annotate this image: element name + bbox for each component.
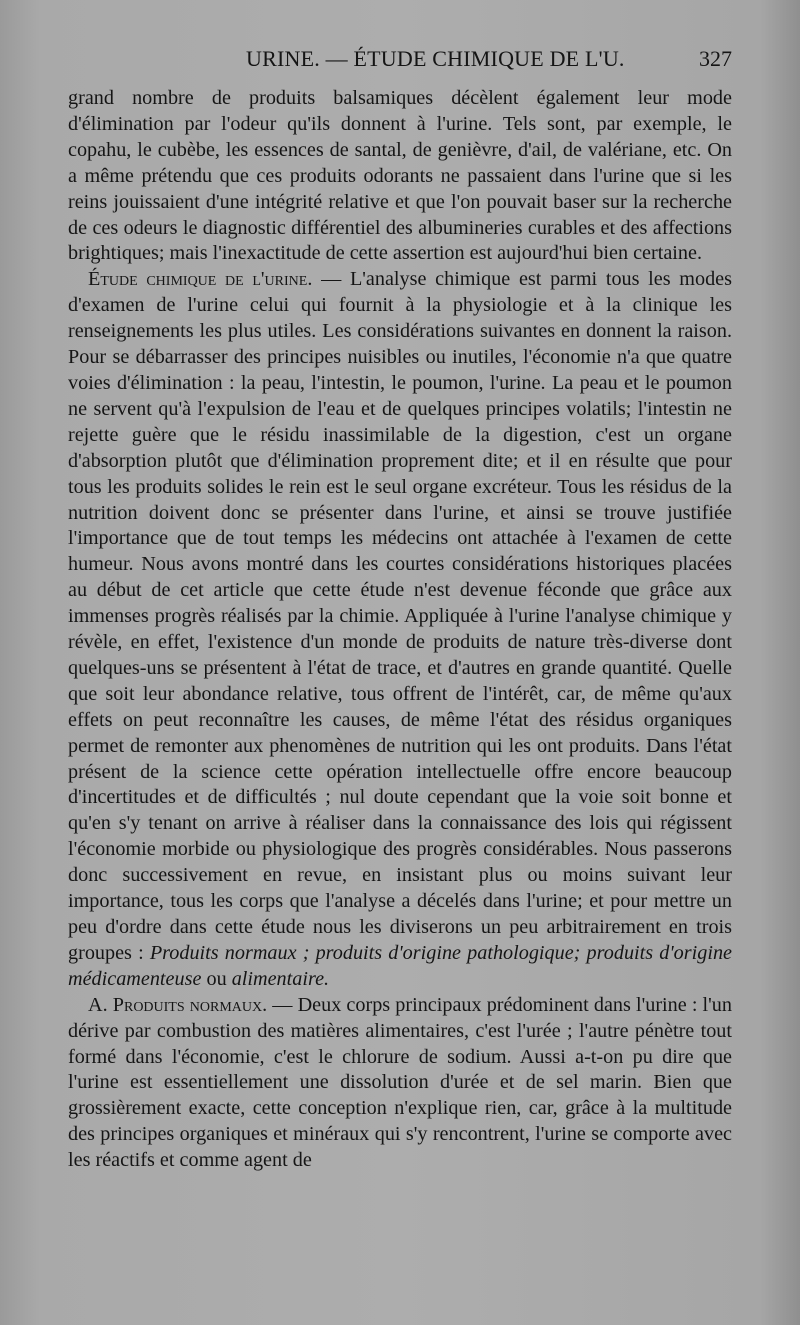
connector-text: ou [201,967,232,990]
paragraph-text: grand nombre de produits balsamiques décèlent également leur mode d'élimination par l'odeur qu'ils donnent à l'urine. Tels sont, par exemple, le copahu, le cubèbe, les essences de santal, de genièvre, d'ail, de valériane, etc. On a même prétendu que ces produits odorants ne passaient dans l'urine que si les reins jouissaient d'une intégrité relative et que l'on pouvait baser sur la recherche de ces odeurs le diagnostic différentiel des albumineries curables et des affections brightiques; mais l'inexactitude de cette assertion est aujourd'hui bien certaine. [68,87,732,265]
page-number: 327 [699,46,732,71]
running-title: URINE. — ÉTUDE CHIMIQUE DE L'U. [246,46,625,71]
section-heading: Produits normaux. [112,993,268,1016]
paragraph-text: — Deux corps principaux prédominent dans l'urine : l'un dérive par combustion des matières alimentaires, c'est l'urée ; l'autre pénètre tout formé dans l'économie, c'est le chlorure de sodium. Aussi a-t-on pu dire que l'urine est essentiellement une dissolution d'urée et de sel marin. Bien que grossièrement exacte, cette conception n'explique rien, car, grâce à la multitude des principes organiques et minéraux qui s'y rencontrent, l'urine se comporte avec les réactifs et comme agent de [68,993,732,1172]
groups-italic: Produits normaux ; produits d'origine pathologique; produits d'origine médicamenteuse [68,941,732,990]
paragraph-continuation [68,86,732,267]
running-header [68,46,732,76]
paragraph-text: — L'analyse chimique est parmi tous les modes d'examen de l'urine celui qui fournit à la physiologie et à la clinique les renseignements les plus utiles. Les considérations suivantes en donnent la raison. Pour se débarrasser des principes nuisibles ou inutiles, l'économie n'a que quatre voies d'élimination : la peau, l'intestin, le poumon, l'urine. La peau et le poumon ne servent qu'à l'expulsion de l'eau et de quelques principes volatils; l'intestin ne rejette guère que le résidu inassimilable de la digestion, c'est un organe d'absorption plutôt que d'élimination proprement dite; et il en résulte que pour tous les produits solides le rein est le seul organe excréteur. Tous les résidus de la nutrition doivent donc se présenter dans l'urine, et ainsi se trouve justifiée l'importance que de tout temps les médecins ont attachée à l'examen de cette humeur. Nous avons montré dans les courtes considérations historiques placées au début de cet article que cette étude n'est devenue féconde que grâce aux immenses progrès réalisés par la chimie. Appliquée à l'urine l'analyse chimique y révèle, en effet, l'existence d'un monde de produits de nature très-diverse dont quelques-uns se présentent à l'état de trace, et d'autres en grande quantité. Quelle que soit leur abondance relative, tous offrent de l'intérêt, car, de même qu'aux effets on peut reconnaître les causes, de même l'état des résidus organiques permet de remonter aux phenomènes de nutrition qui les ont produits. Dans l'état présent de la science cette opération intellectuelle offre encore beaucoup d'incertitudes et de difficultés ; nul doute cependant que la voie soit bonne et qu'en s'y tenant on arrive à réaliser dans la connaissance des lois qui régissent l'économie morbide ou physiologique des progrès considérables. Nous passerons donc successivement en revue, en insistant plus ou moins suivant leur importance, tous les corps que l'analyse a décelés dans l'urine; et pour mettre un peu d'ordre dans cette étude nous les diviserons un peu arbitrairement en trois groupes : [68,268,732,964]
paragraph-etude-chimique [68,267,732,992]
section-letter: A. [88,993,113,1016]
alimentaire-italic: alimentaire. [231,967,330,990]
page-body [68,86,732,1174]
section-heading: Étude chimique de l'urine. [88,268,313,291]
paragraph-produits-normaux [68,993,732,1174]
